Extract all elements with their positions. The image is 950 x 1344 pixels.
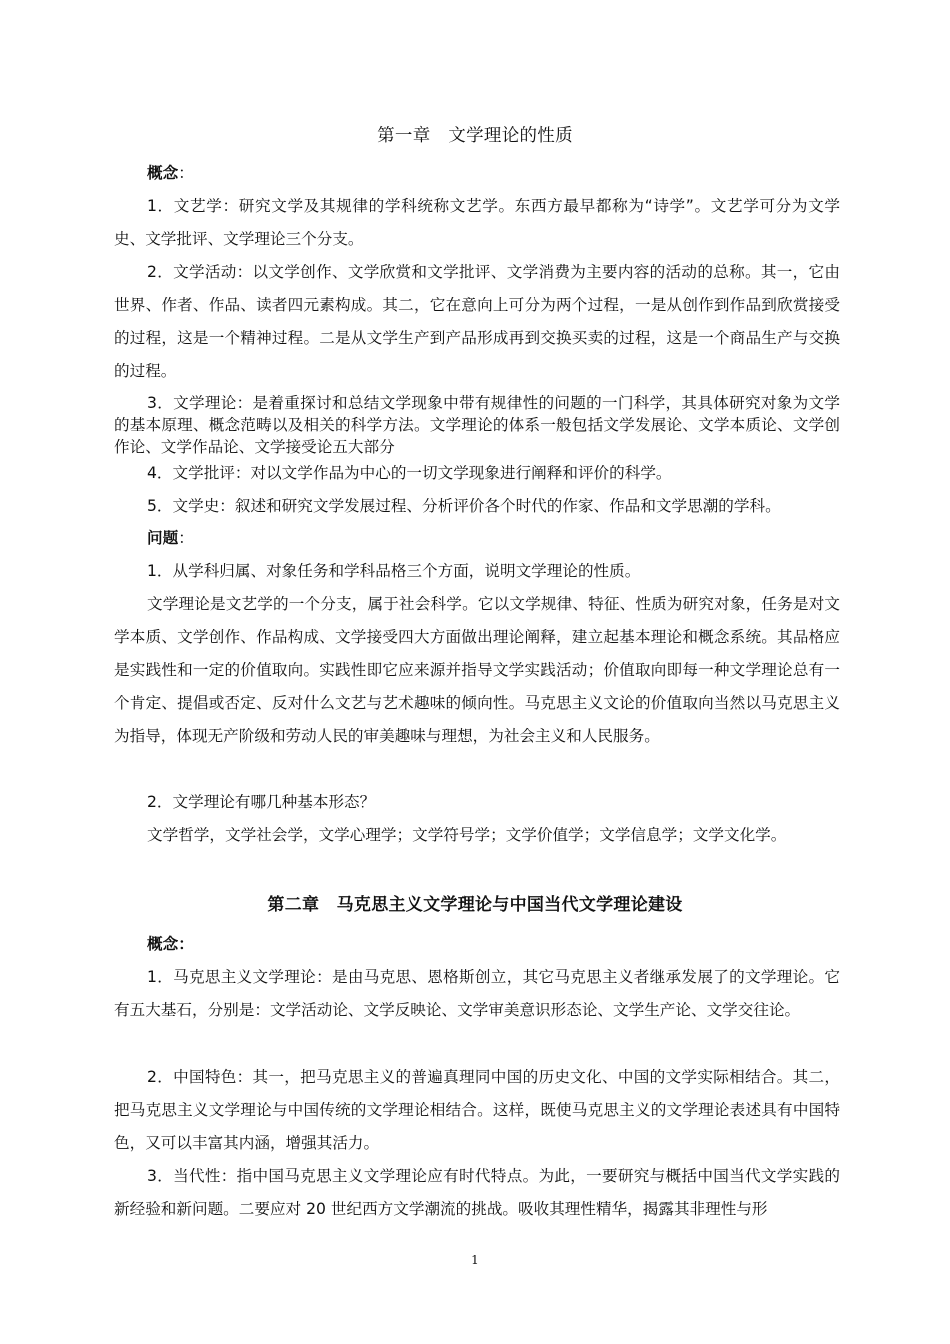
chapter1-concept-3: 3．文学理论：是着重探讨和总结文学现象中带有规律性的问题的一门科学，其具体研究对象为文学的基本原理、概念范畴以及相关的科学方法。文学理论的体系一般包括文学发展论、文学本质论、文学创作论、文学作品论、文学接受论五大部分 xyxy=(114,394,840,456)
chapter1-concepts-heading xyxy=(114,157,840,190)
chapter2-concept-1: 1．马克思主义文学理论：是由马克思、恩格斯创立，其它马克思主义者继承发展了的文学理论。它有五大基石，分别是：文学活动论、文学反映论、文学审美意识形态论、文学生产论、文学交往论。 xyxy=(114,968,840,1019)
chapter1-concept-2: 2．文学活动：以文学创作、文学欣赏和文学批评、文学消费为主要内容的活动的总称。其一，它由世界、作者、作品、读者四元素构成。其二，它在意向上可分为两个过程，一是从创作到作品到欣赏接受的过程，这是一个精神过程。二是从文学生产到产品形成再到交换买卖的过程，这是一个商品生产与交换的过程。 xyxy=(114,263,840,380)
chapter1-questions-heading xyxy=(114,522,840,555)
chapter2-concept-3: 3．当代性：指中国马克思主义文学理论应有时代特点。为此，一要研究与概括中国当代文学实践的新经验和新问题。二要应对 20 世纪西方文学潮流的挑战。吸收其理性精华，揭露其非理性与形 xyxy=(114,1167,840,1218)
chapter1-question-1: 1．从学科归属、对象任务和学科品格三个方面，说明文学理论的性质。 xyxy=(147,562,641,580)
chapter2-title: 第二章 马克思主义文学理论与中国当代文学理论建设 xyxy=(267,895,683,915)
chapter1-question-2: 2．文学理论有哪几种基本形态？ xyxy=(147,793,376,811)
chapter1-concept-1: 1．文艺学：研究文学及其规律的学科统称文艺学。东西方最早都称为“诗学”。文艺学可分为文学史、文学批评、文学理论三个分支。 xyxy=(114,197,840,248)
chapter1-title: 第一章 文学理论的性质 xyxy=(377,126,573,146)
chapter2-concepts-heading: 概念： xyxy=(147,935,194,953)
questions-colon: ： xyxy=(178,529,194,547)
chapter2-concept-2: 2．中国特色：其一，把马克思主义的普遍真理同中国的历史文化、中国的文学实际相结合。其二，把马克思主义文学理论与中国传统的文学理论相结合。这样，既使马克思主义的文学理论表述具有中国特色，又可以丰富其内涵，增强其活力。 xyxy=(114,1068,840,1152)
chapter1-concept-5: 5．文学史：叙述和研究文学发展过程、分析评价各个时代的作家、作品和文学思潮的学科。 xyxy=(147,497,781,515)
concepts-colon: ： xyxy=(178,164,194,182)
chapter1-answer-1: 文学理论是文艺学的一个分支，属于社会科学。它以文学规律、特征、性质为研究对象，任务是对文学本质、文学创作、作品构成、文学接受四大方面做出理论阐释，建立起基本理论和概念系统。其品格应是实践性和一定的价值取向。实践性即它应来源并指导文学实践活动；价值取向即每一种文学理论总有一个肯定、提倡或否定、反对什么文艺与艺术趣味的倾向性。马克思主义文论的价值取向当然以马克思主义为指导，体现无产阶级和劳动人民的审美趣味与理想，为社会主义和人民服务。 xyxy=(114,595,840,745)
chapter1-concept-4: 4．文学批评：对以文学作品为中心的一切文学现象进行阐释和评价的科学。 xyxy=(147,464,672,482)
page-number: 1 xyxy=(471,1253,479,1267)
questions-label: 问题 xyxy=(147,529,179,547)
chapter1-answer-2: 文学哲学，文学社会学，文学心理学；文学符号学；文学价值学；文学信息学；文学文化学。 xyxy=(147,826,787,844)
concepts-label: 概念 xyxy=(147,164,179,182)
